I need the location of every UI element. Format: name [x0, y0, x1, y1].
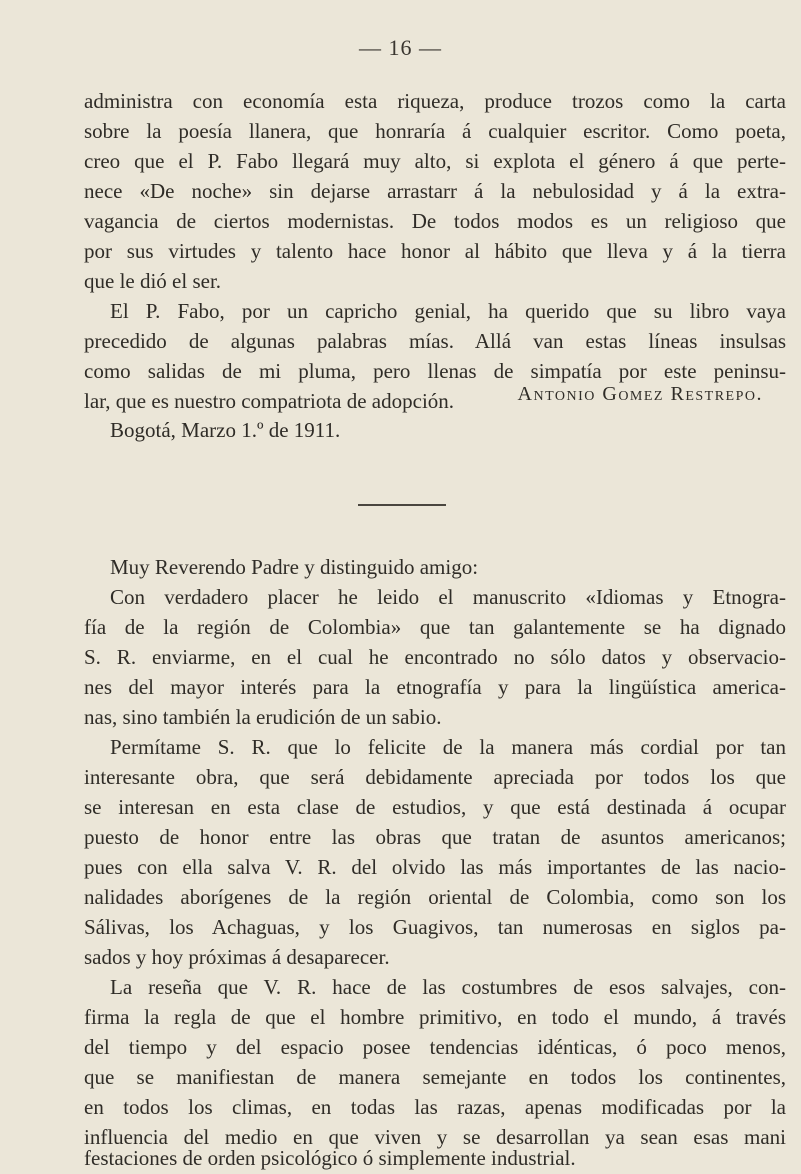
letter-line: interesante obra, que será debidamente apreciada por todos los que: [84, 765, 786, 789]
letter-line: pues con ella salva V. R. del olvido las más importantes de las nacio-: [84, 855, 786, 879]
section-divider: [358, 504, 446, 506]
letter-line: puesto de honor entre las obras que tratan de asuntos americanos;: [84, 825, 786, 849]
dateline: Bogotá, Marzo 1.º de 1911.: [110, 418, 341, 442]
signature: Antonio Gomez Restrepo.: [517, 383, 763, 405]
paragraph-line: por sus virtudes y talento hace honor al hábito que lleva y á la tierra: [84, 239, 786, 263]
letter-line: La reseña que V. R. hace de las costumbres de esos salvajes, con-: [110, 975, 786, 999]
paragraph-line: sobre la poesía llanera, que honraría á cualquier escritor. Como poeta,: [84, 119, 786, 143]
paragraph-line: lar, que es nuestro compatriota de adopción.: [84, 389, 455, 413]
paragraph-line: vagancia de ciertos modernistas. De todos modos es un religioso que: [84, 209, 786, 233]
paragraph-line: creo que el P. Fabo llegará muy alto, si explota el género á que perte-: [84, 149, 786, 173]
letter-line: que se manifiestan de manera semejante en todos los continentes,: [84, 1065, 786, 1089]
letter-line: sados y hoy próximas á desaparecer.: [84, 945, 390, 969]
paragraph-line: El P. Fabo, por un capricho genial, ha querido que su libro vaya: [110, 299, 786, 323]
letter-salutation: Muy Reverendo Padre y distinguido amigo:: [110, 555, 479, 579]
letter-line: en todos los climas, en todas las razas, apenas modificadas por la: [84, 1095, 786, 1119]
letter-line: del tiempo y del espacio posee tendencias idénticas, ó poco menos,: [84, 1035, 786, 1059]
paragraph-line: administra con economía esta riqueza, produce trozos como la carta: [84, 89, 786, 113]
letter-line: festaciones de orden psicológico ó simplemente industrial.: [84, 1146, 576, 1170]
letter-line: se interesan en esta clase de estudios, y que está destinada á ocupar: [84, 795, 786, 819]
page-number: — 16 —: [359, 35, 442, 60]
letter-line: Sálivas, los Achaguas, y los Guagivos, tan numerosas en siglos pa-: [84, 915, 786, 939]
letter-line: nas, sino también la erudición de un sabio.: [84, 705, 442, 729]
paragraph-line: nece «De noche» sin dejarse arrastarr á la nebulosidad y á la extra-: [84, 179, 786, 203]
letter-line: firma la regla de que el hombre primitivo, en todo el mundo, á través: [84, 1005, 786, 1029]
letter-line: nalidades aborígenes de la región oriental de Colombia, como son los: [84, 885, 786, 909]
paragraph-line: como salidas de mi pluma, pero llenas de simpatía por este peninsu-: [84, 359, 786, 383]
letter-line: influencia del medio en que viven y se desarrollan ya sean esas mani: [84, 1125, 786, 1149]
letter-line: fía de la región de Colombia» que tan galantemente se ha dignado: [84, 615, 786, 639]
letter-line: nes del mayor interés para la etnografía y para la lingüística america-: [84, 675, 786, 699]
paragraph-line: que le dió el ser.: [84, 269, 222, 293]
paragraph-line: precedido de algunas palabras mías. Allá van estas líneas insulsas: [84, 329, 786, 353]
letter-line: Permítame S. R. que lo felicite de la manera más cordial por tan: [110, 735, 786, 759]
letter-line: S. R. enviarme, en el cual he encontrado no sólo datos y observacio-: [84, 645, 786, 669]
letter-line: Con verdadero placer he leido el manuscrito «Idiomas y Etnogra-: [110, 585, 786, 609]
